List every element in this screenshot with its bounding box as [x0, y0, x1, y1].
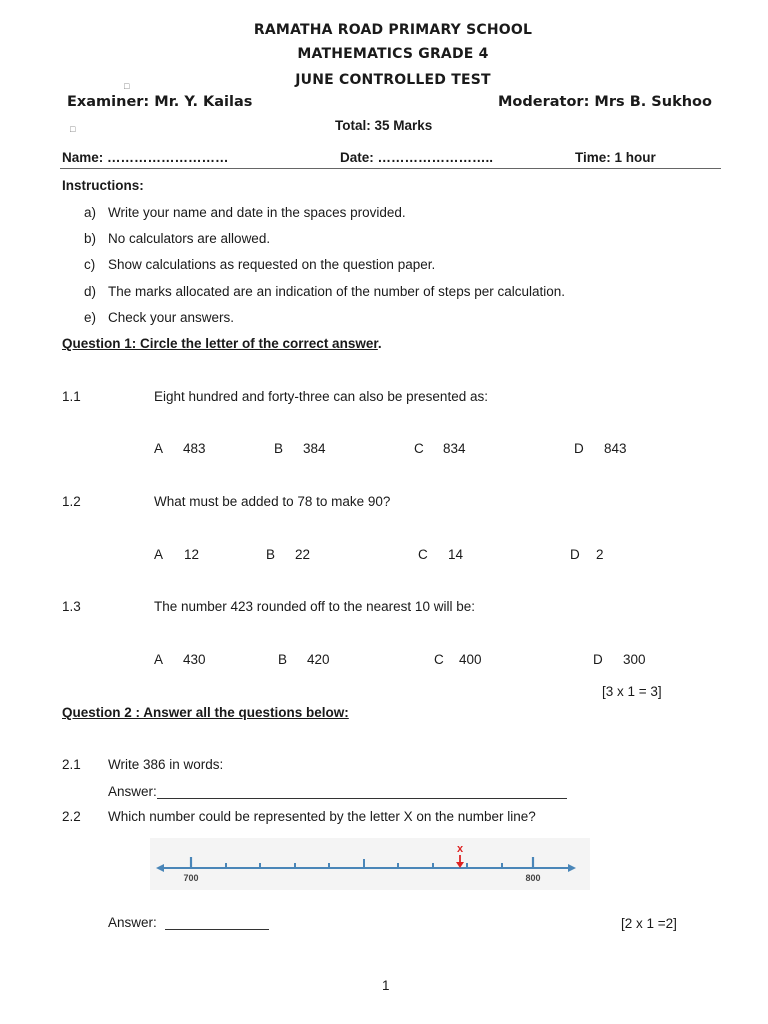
option-value: 12	[184, 547, 200, 562]
time-field: Time: 1 hour	[575, 150, 656, 165]
answer-label: Answer:	[108, 784, 157, 799]
subject-title: MATHEMATICS GRADE 4	[297, 46, 489, 62]
page-number: 1	[382, 978, 390, 993]
answer-blank[interactable]	[157, 784, 567, 799]
option-value: 400	[459, 652, 482, 667]
moderator-label: Moderator: Mrs B. Sukhoo	[498, 94, 712, 110]
number-line-background	[150, 838, 590, 890]
question-number: 2.1	[62, 757, 81, 772]
question-1-marks: [3 x 1 = 3]	[602, 684, 662, 699]
option-value: 483	[183, 441, 206, 456]
question-2-title: Question 2 : Answer all the questions below:	[62, 705, 349, 720]
instruction-text: The marks allocated are an indication of the number of steps per calculation.	[108, 284, 566, 299]
answer-line-2-2[interactable]	[108, 915, 269, 930]
instructions-title: Instructions:	[62, 178, 144, 193]
option-value: 420	[307, 652, 330, 667]
instruction-letter: e)	[84, 310, 97, 325]
number-line-end-label: 800	[525, 873, 541, 883]
question-text: Write 386 in words:	[108, 757, 224, 772]
instruction-text: No calculators are allowed.	[108, 231, 271, 246]
placeholder-glyph-icon: □	[70, 124, 76, 134]
total-marks: Total: 35 Marks	[335, 118, 433, 133]
marker-x-label: x	[456, 843, 464, 855]
question-2-marks: [2 x 1 =2]	[621, 916, 677, 931]
question-text: What must be added to 78 to make 90?	[154, 494, 391, 509]
option-value: 843	[604, 441, 627, 456]
examiner-label: Examiner: Mr. Y. Kailas	[67, 94, 253, 110]
option-letter[interactable]: A	[154, 441, 164, 456]
name-field: Name: ………………………	[62, 150, 229, 165]
instruction-letter: c)	[84, 257, 96, 272]
option-letter[interactable]: A	[154, 652, 164, 667]
instruction-text: Write your name and date in the spaces provided.	[108, 205, 406, 220]
instruction-letter: b)	[84, 231, 97, 246]
question-text: Which number could be represented by the letter X on the number line?	[108, 809, 536, 824]
option-letter[interactable]: C	[414, 441, 424, 456]
instruction-text: Show calculations as requested on the question paper.	[108, 257, 436, 272]
header-divider	[60, 168, 721, 169]
answer-blank[interactable]	[165, 915, 269, 930]
option-letter[interactable]: D	[593, 652, 603, 667]
question-1-title-end: .	[377, 336, 382, 351]
school-name: RAMATHA ROAD PRIMARY SCHOOL	[253, 22, 533, 38]
number-line-start-label: 700	[183, 873, 199, 883]
question-number: 1.1	[62, 389, 81, 404]
option-value: 834	[443, 441, 466, 456]
option-value: 14	[448, 547, 464, 562]
option-value: 384	[303, 441, 326, 456]
question-text: Eight hundred and forty-three can also be presented as:	[154, 389, 488, 404]
option-letter[interactable]: B	[266, 547, 276, 562]
option-letter[interactable]: D	[570, 547, 580, 562]
option-letter[interactable]: B	[278, 652, 288, 667]
instruction-letter: a)	[84, 205, 97, 220]
question-number: 2.2	[62, 809, 81, 824]
date-field: Date: ……………………..	[340, 150, 494, 165]
answer-label: Answer:	[108, 915, 157, 930]
option-value: 22	[295, 547, 311, 562]
placeholder-glyph-icon: □	[124, 81, 130, 91]
option-letter[interactable]: D	[574, 441, 584, 456]
instruction-text: Check your answers.	[108, 310, 235, 325]
number-line	[150, 838, 590, 890]
option-letter[interactable]: C	[434, 652, 444, 667]
question-1-title	[62, 336, 382, 351]
question-1-title-text: Question 1: Circle the letter of the correct answer	[62, 336, 378, 351]
question-number: 1.3	[62, 599, 81, 614]
question-number: 1.2	[62, 494, 81, 509]
option-value: 2	[596, 547, 604, 562]
option-letter[interactable]: A	[154, 547, 164, 562]
question-text: The number 423 rounded off to the nearest 10 will be:	[154, 599, 475, 614]
option-value: 430	[183, 652, 206, 667]
answer-line-2-1[interactable]	[108, 784, 567, 799]
test-title: JUNE CONTROLLED TEST	[295, 72, 491, 88]
option-letter[interactable]: C	[418, 547, 428, 562]
option-value: 300	[623, 652, 646, 667]
instruction-letter: d)	[84, 284, 97, 299]
option-letter[interactable]: B	[274, 441, 284, 456]
